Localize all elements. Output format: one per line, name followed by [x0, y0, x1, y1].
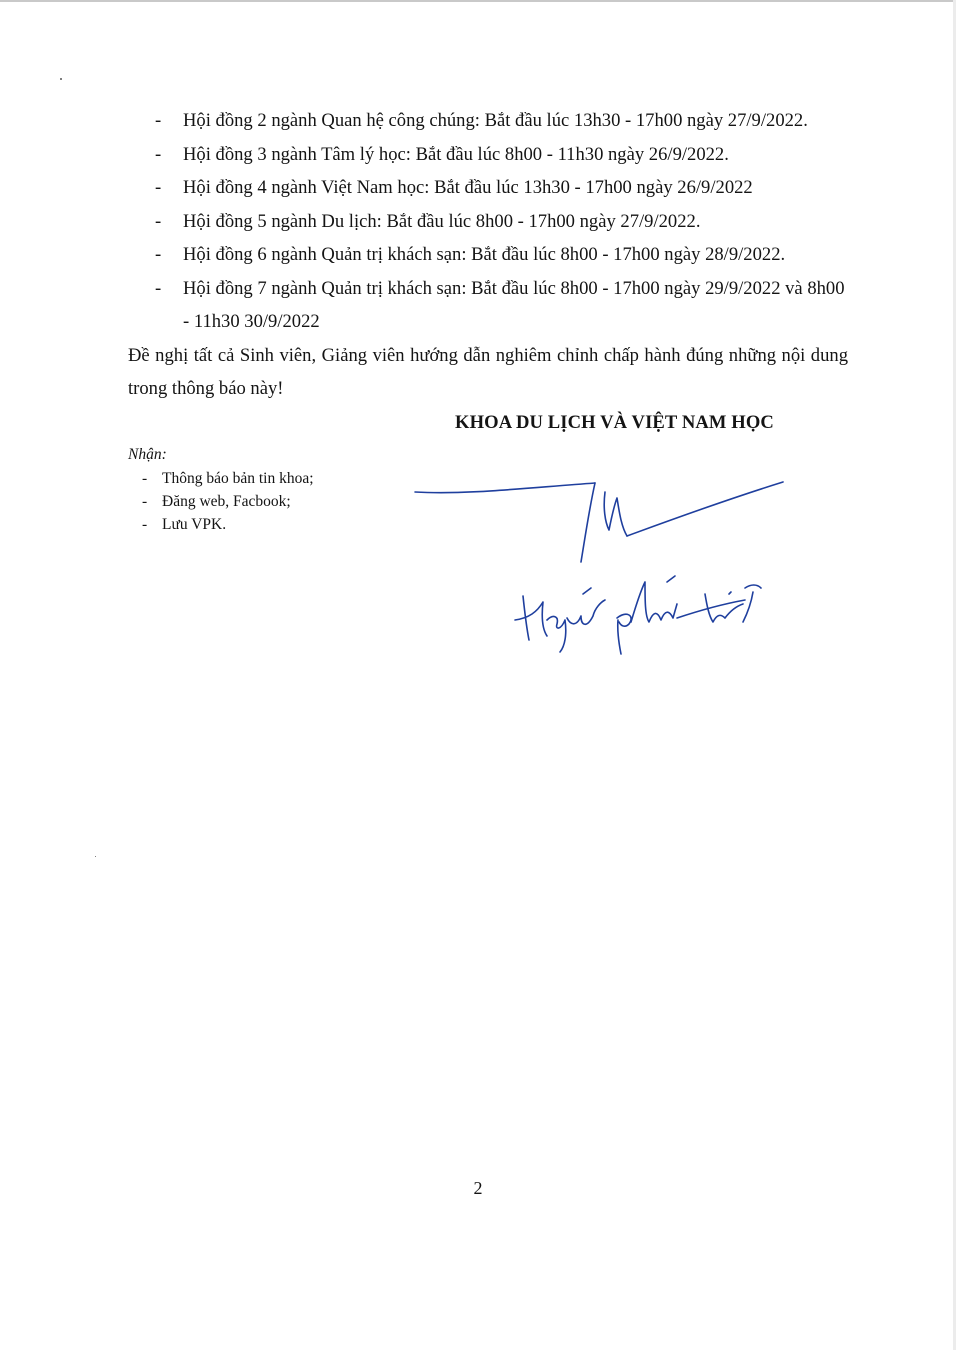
schedule-item: - Hội đồng 3 ngành Tâm lý học: Bắt đầu lúc 8h00 - 11h30 ngày 26/9/2022. — [155, 143, 729, 165]
recipients-list — [128, 467, 314, 536]
schedule-item: - Hội đồng 2 ngành Quan hệ công chúng: Bắt đầu lúc 13h30 - 17h00 ngày 27/9/2022. — [155, 110, 808, 131]
scan-speck — [60, 78, 62, 80]
handwritten-signature — [405, 470, 795, 660]
schedule-item: - Hội đồng 5 ngành Du lịch: Bắt đầu lúc 8h00 - 17h00 ngày 27/9/2022. — [155, 210, 701, 232]
faculty-name: KHOA DU LỊCH VÀ VIỆT NAM HỌC — [455, 412, 774, 433]
recipients-label: Nhận: — [128, 446, 167, 463]
recipient-item: - Lưu VPK. — [142, 516, 227, 533]
recipients-block — [128, 444, 314, 536]
closing-paragraph: Đề nghị tất cả Sinh viên, Giảng viên hướng dẫn nghiêm chỉnh chấp hành đúng những nội dung trong thông báo này! — [128, 344, 848, 399]
recipient-item: - Thông báo bản tin khoa; — [142, 470, 314, 487]
document-body — [128, 104, 848, 405]
page-number: 2 — [473, 1178, 483, 1198]
recipient-item: - Đăng web, Facbook; — [142, 493, 291, 510]
schedule-item: - Hội đồng 7 ngành Quản trị khách sạn: Bắt đầu lúc 8h00 - 17h00 ngày 29/9/2022 và 8h00 - 11h30 30/9/2022 — [155, 277, 845, 332]
schedule-item: - Hội đồng 4 ngành Việt Nam học: Bắt đầu lúc 13h30 - 17h00 ngày 26/9/2022 — [155, 177, 753, 198]
scan-speck — [95, 856, 96, 857]
schedule-item: - Hội đồng 6 ngành Quản trị khách sạn: Bắt đầu lúc 8h00 - 17h00 ngày 28/9/2022. — [155, 244, 786, 265]
scan-top-edge — [0, 0, 956, 2]
